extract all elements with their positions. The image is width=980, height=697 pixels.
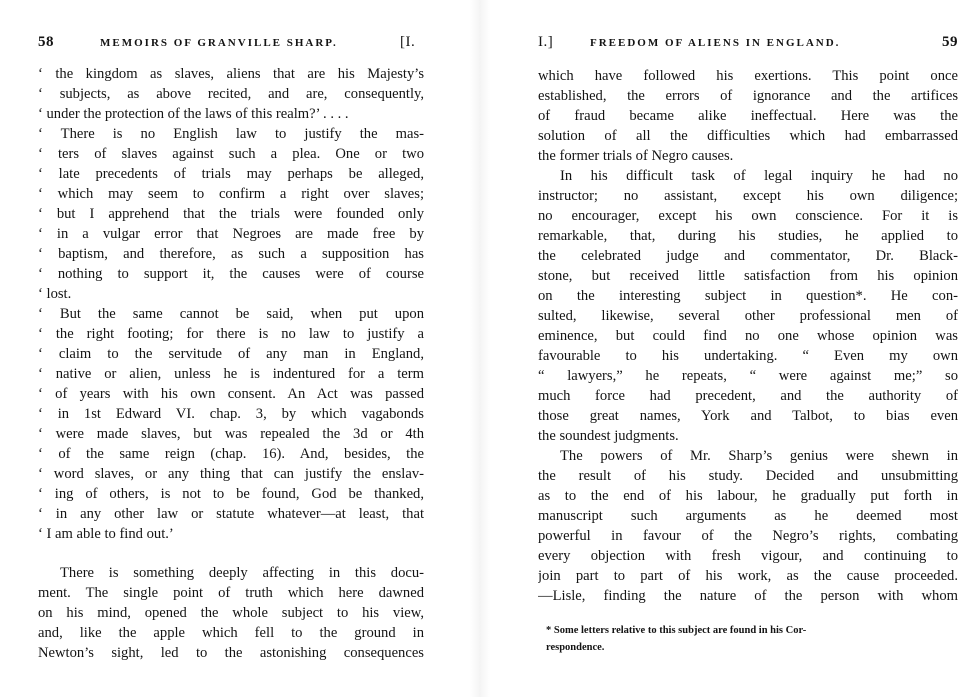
text-line: ment. The single point of truth which here dawned	[38, 585, 424, 601]
left-page	[0, 0, 440, 697]
text-line: established, the errors of ignorance and the artifices	[538, 88, 958, 104]
text-line: the celebrated judge and commentator, Dr. Black-	[538, 248, 958, 264]
text-line: ‘ in a vulgar error that Negroes are made free by	[38, 226, 424, 242]
text-line: solution of all the difficulties which had embarrassed	[538, 128, 958, 144]
footnote-line: * Some letters relative to this subject are found in his Cor-	[546, 625, 807, 636]
right-chapter-mark: I.]	[538, 34, 554, 50]
text-line: stone, but received little satisfaction from his opinion	[538, 268, 958, 284]
text-line: manuscript such arguments as he deemed most	[538, 508, 958, 524]
text-line: ‘ of years with his own consent. An Act was passed	[38, 386, 424, 402]
text-line: “ lawyers,” he repeats, “ were against me;” so	[538, 368, 958, 384]
text-line: ‘ which may seem to confirm a right over slaves;	[38, 186, 424, 202]
left-running-title: MEMOIRS OF GRANVILLE SHARP.	[100, 37, 338, 49]
text-line: ‘ late precedents of trials may perhaps be alleged,	[38, 166, 424, 182]
text-line: ‘ the kingdom as slaves, aliens that are his Majesty’s	[38, 66, 424, 82]
text-line: ‘ were made slaves, but was repealed the 3d or 4th	[38, 426, 424, 442]
text-line: The powers of Mr. Sharp’s genius were shewn in	[560, 448, 958, 464]
text-line: no encourager, except his own conscience. For it is	[538, 208, 958, 224]
text-line: ‘ native or alien, unless he is indentured for a term	[38, 366, 424, 382]
text-line: the result of his study. Decided and unsubmitting	[538, 468, 958, 484]
text-line: ‘ ing of others, is not to be found, God be thanked,	[38, 486, 424, 502]
text-line: ‘ in 1st Edward VI. chap. 3, by which vagabonds	[38, 406, 424, 422]
text-line: ‘ lost.	[38, 286, 72, 302]
text-line: ‘ in any other law or statute whatever—at least, that	[38, 506, 424, 522]
text-line: ‘ There is no English law to justify the mas-	[38, 126, 424, 142]
left-page-number: 58	[38, 34, 54, 50]
text-line: on his mind, opened the whole subject to his view,	[38, 605, 424, 621]
right-page-header	[538, 34, 958, 54]
text-line: on the interesting subject in question*. He con-	[538, 288, 958, 304]
text-line: of fraud became alike ineffectual. Here was the	[538, 108, 958, 124]
text-line: —Lisle, finding the nature of the person with whom	[538, 588, 958, 604]
text-line: ‘ but I apprehend that the trials were founded only	[38, 206, 424, 222]
text-line: ‘ of the same reign (chap. 16). And, besides, the	[38, 446, 424, 462]
text-line: favourable to his undertaking. “ Even my own	[538, 348, 958, 364]
text-line: every objection with fresh vigour, and continuing to	[538, 548, 958, 564]
text-line: and, like the apple which fell to the ground in	[38, 625, 424, 641]
text-line: There is something deeply affecting in this docu-	[60, 565, 424, 581]
text-line: ‘ under the protection of the laws of this realm?’ . . . .	[38, 106, 349, 122]
left-chapter-mark: [I.	[400, 34, 416, 50]
text-line: ‘ the right footing; for there is no law to justify a	[38, 326, 424, 342]
text-line: join part to part of his work, as the cause proceeded.	[538, 568, 958, 584]
right-page	[520, 0, 980, 697]
text-line: ‘ subjects, as above recited, and are, consequently,	[38, 86, 424, 102]
text-line: the soundest judgments.	[538, 428, 679, 444]
text-line: which have followed his exertions. This point once	[538, 68, 958, 84]
text-line: In his difficult task of legal inquiry he had no	[560, 168, 958, 184]
text-line: ‘ claim to the servitude of any man in England,	[38, 346, 424, 362]
text-line: much force had precedent, and the authority of	[538, 388, 958, 404]
text-line: ‘ baptism, and therefore, as such a supposition has	[38, 246, 424, 262]
text-line: ‘ I am able to find out.’	[38, 526, 174, 542]
text-line: those great names, York and Talbot, to bias even	[538, 408, 958, 424]
text-line: the former trials of Negro causes.	[538, 148, 734, 164]
text-line: instructor; no assistant, except his own diligence;	[538, 188, 958, 204]
text-line: eminence, but could find no one whose opinion was	[538, 328, 958, 344]
text-line: powerful in favour of the Negro’s rights, combating	[538, 528, 958, 544]
right-page-number: 59	[942, 34, 958, 50]
text-line: Newton’s sight, led to the astonishing consequences	[38, 645, 424, 661]
text-line: ‘ ters of slaves against such a plea. One or two	[38, 146, 424, 162]
text-line: as to the end of his labour, he gradually put forth in	[538, 488, 958, 504]
text-line: sulted, likewise, several other professional men of	[538, 308, 958, 324]
book-gutter	[470, 0, 490, 697]
footnote-line: respondence.	[546, 642, 605, 653]
text-line: remarkable, that, during his studies, he applied to	[538, 228, 958, 244]
right-running-title: FREEDOM OF ALIENS IN ENGLAND.	[590, 37, 841, 49]
left-page-header	[38, 34, 428, 54]
footnote	[546, 622, 956, 656]
text-line: ‘ But the same cannot be said, when put upon	[38, 306, 424, 322]
text-line: ‘ nothing to support it, the causes were of course	[38, 266, 424, 282]
text-line: ‘ word slaves, or any thing that can justify the enslav-	[38, 466, 424, 482]
